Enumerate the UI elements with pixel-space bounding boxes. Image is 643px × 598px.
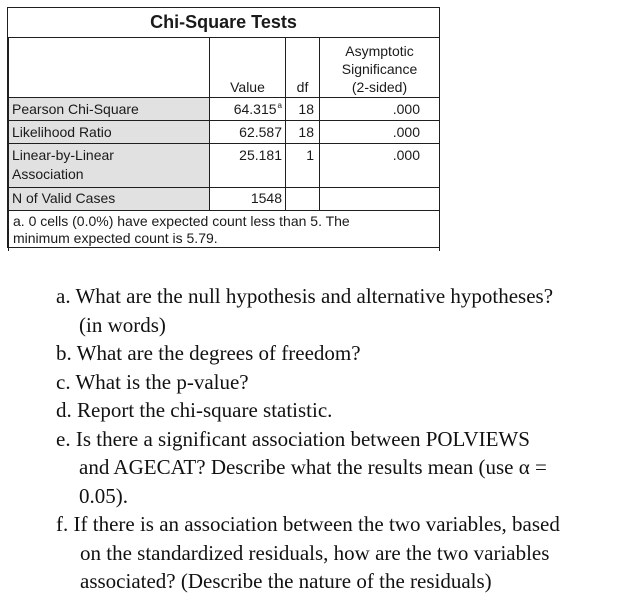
row-label-pearson: Pearson Chi-Square [9,98,210,121]
table-row [9,144,440,188]
row-label-linear-line2: Association [12,166,84,182]
footnote-line1: a. 0 cells (0.0%) have expected count less than 5. The [13,213,350,229]
value-likelihood: 62.587 [210,121,286,144]
table-row [9,121,440,144]
df-likelihood: 18 [286,121,320,144]
question-b-text: b. What are the degrees of freedom? [56,341,361,365]
question-f [0,510,643,596]
question-f-line3: associated? (Describe the nature of the residuals) [80,569,492,593]
row-label-likelihood: Likelihood Ratio [9,121,210,144]
chi-square-grid [8,37,440,251]
footnote-row [9,211,440,251]
question-e-line1: e. Is there a significant association between POLVIEWS [56,426,530,451]
question-c-text: c. What is the p-value? [56,369,249,394]
value-n-valid: 1548 [210,188,286,211]
question-d-text: d. Report the chi-square statistic. [56,398,333,422]
table-footnote [9,211,440,251]
header-df: df [286,38,320,98]
header-sig-line1: Asymptotic [345,43,414,59]
df-linear: 1 [286,144,320,188]
question-d [0,396,643,425]
df-pearson: 18 [286,98,320,121]
question-f-line2: on the standardized residuals, how are the two variables [80,540,550,565]
value-pearson [210,98,286,121]
df-n-valid-empty [286,188,320,211]
footnote-marker: a [277,101,282,111]
question-e-line3: 0.05). [79,483,128,508]
sig-pearson: .000 [320,98,440,121]
footnote-line2: minimum expected count is 5.79. [13,230,218,246]
header-sig-line2: Significance [341,61,418,77]
question-f-line1: f. If there is an association between the two variables, based [56,512,560,536]
header-row [9,38,440,98]
question-a-line1: a. What are the null hypothesis and alternative hypotheses? [56,284,554,308]
row-label-n-valid: N of Valid Cases [9,188,210,211]
question-a-line2: (in words) [79,312,166,337]
value-linear: 25.181 [210,144,286,188]
question-b [0,339,643,368]
question-e [0,425,643,511]
question-list [0,282,643,596]
sig-linear: .000 [320,144,440,188]
row-label-linear [9,144,210,188]
chi-square-tests-table [7,7,440,248]
table-title: Chi-Square Tests [150,12,297,32]
header-blank-cell [9,38,210,98]
value-pearson-text: 64.315 [233,101,277,117]
header-significance [320,38,440,98]
sig-n-valid-empty [320,188,440,211]
table-row [9,98,440,121]
header-sig-line3: (2-sided) [351,79,408,95]
table-row [9,188,440,211]
question-e-line2: and AGECAT? Describe what the results mean (use α = [79,455,547,479]
question-a [0,282,643,339]
question-c [0,368,643,397]
row-label-linear-line1: Linear-by-Linear [12,147,114,163]
sig-likelihood: .000 [320,121,440,144]
header-value: Value [210,38,286,98]
